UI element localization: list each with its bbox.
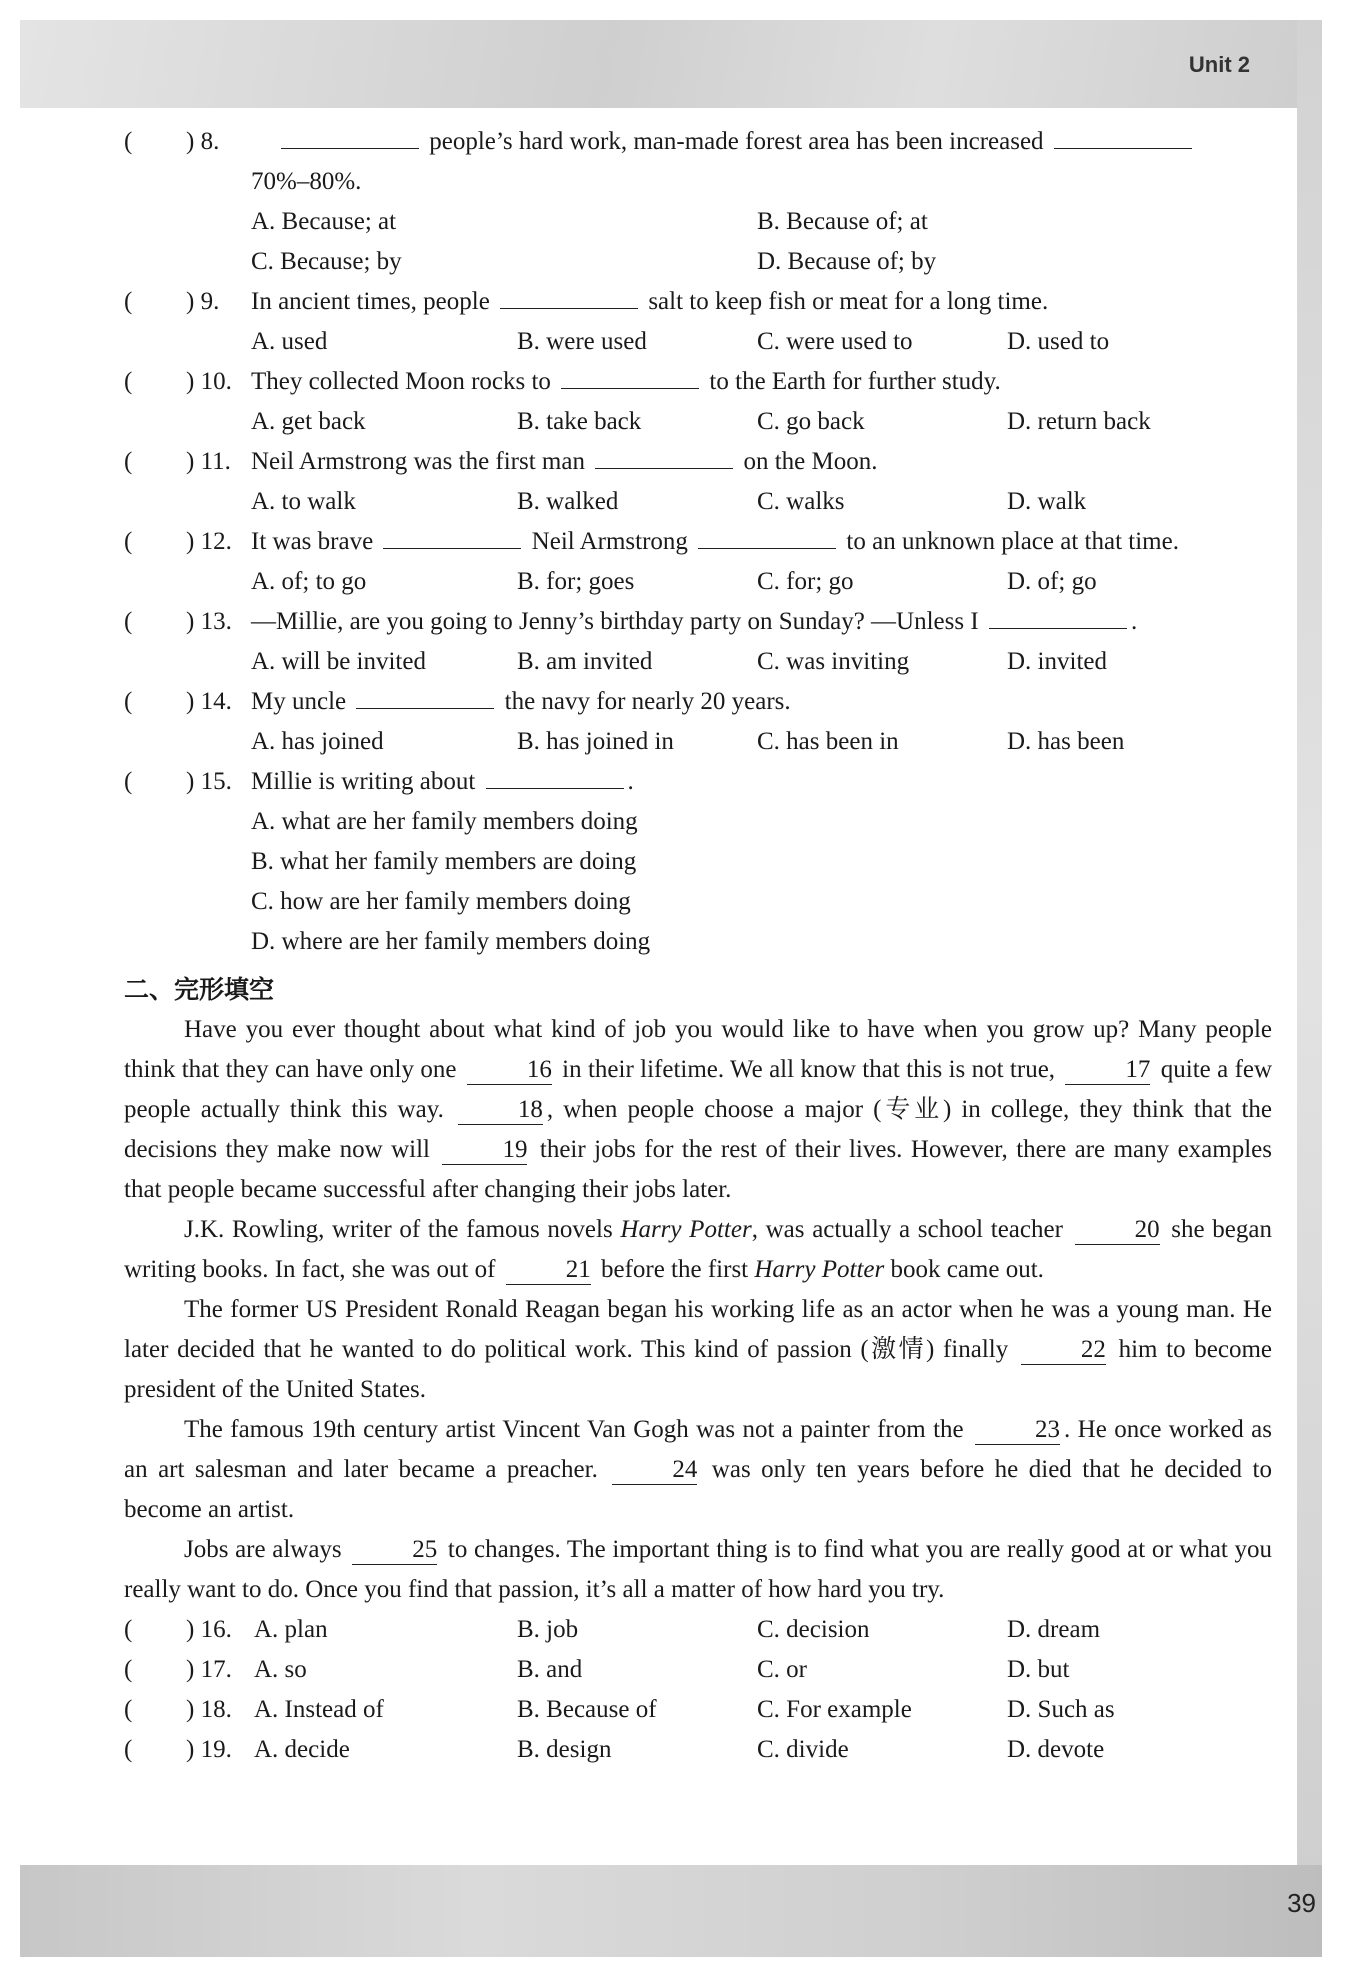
question-number: ) 18. xyxy=(186,1696,232,1723)
answer-paren-open: ( xyxy=(124,528,133,555)
section-title: 二、完形填空 xyxy=(124,975,275,1004)
cloze-blank[interactable]: 25 xyxy=(352,1536,437,1565)
option-b[interactable]: B. take back xyxy=(517,408,642,435)
answer-paren-open: ( xyxy=(124,288,133,315)
cloze-question-17: ( ) 17. A. so B. and C. or D. but xyxy=(124,1650,1272,1690)
answer-blank[interactable] xyxy=(595,444,733,469)
cloze-question-19: ( ) 19. A. decide B. design C. divide D. devote xyxy=(124,1730,1272,1770)
cloze-blank[interactable]: 20 xyxy=(1075,1216,1160,1245)
cloze-question-18: ( ) 18. A. Instead of B. Because of C. For example D. Such as xyxy=(124,1690,1272,1730)
question-number: ) 15. xyxy=(186,768,232,795)
page-footer-band xyxy=(20,1865,1322,1957)
question-number: ) 19. xyxy=(186,1736,232,1763)
option-b[interactable]: B. job xyxy=(517,1616,579,1643)
option-a[interactable]: A. used xyxy=(251,328,328,355)
answer-paren-open: ( xyxy=(124,688,133,715)
option-c[interactable]: C. has been in xyxy=(757,728,899,755)
question-13 xyxy=(124,602,1272,682)
option-a[interactable]: A. has joined xyxy=(251,728,384,755)
page-header-band xyxy=(20,20,1322,108)
options-row xyxy=(251,562,1272,602)
question-stem: It was brave Neil Armstrong to an unknown place at that time. xyxy=(251,522,1272,562)
page-content xyxy=(124,122,1272,1770)
cloze-blank[interactable]: 16 xyxy=(467,1056,552,1085)
answer-paren-open: ( xyxy=(124,128,133,155)
options-row xyxy=(251,202,1272,242)
option-d[interactable]: D. has been xyxy=(1007,728,1125,755)
option-c[interactable]: C. were used to xyxy=(757,328,913,355)
option-c[interactable]: C. for; go xyxy=(757,568,854,595)
question-stem: My uncle the navy for nearly 20 years. xyxy=(251,682,1272,722)
answer-paren-open: ( xyxy=(124,368,133,395)
answer-blank[interactable] xyxy=(989,604,1127,629)
answer-blank[interactable] xyxy=(383,524,521,549)
option-b[interactable]: B. Because of xyxy=(517,1696,657,1723)
cloze-blank[interactable]: 18 xyxy=(458,1096,543,1125)
question-number: ) 11. xyxy=(186,448,231,475)
option-a[interactable]: A. what are her family members doing xyxy=(251,808,638,835)
option-c[interactable]: C. or xyxy=(757,1656,807,1683)
question-number: ) 17. xyxy=(186,1656,232,1683)
question-stem: In ancient times, people salt to keep fish or meat for a long time. xyxy=(251,282,1272,322)
option-c[interactable]: C. go back xyxy=(757,408,865,435)
option-a[interactable]: A. to walk xyxy=(251,488,356,515)
option-a[interactable]: A. Because; at xyxy=(251,208,397,235)
options-row xyxy=(251,642,1272,682)
answer-paren-open: ( xyxy=(124,608,133,635)
unit-label: Unit 2 xyxy=(1188,52,1250,77)
options-row xyxy=(251,242,1272,282)
option-d[interactable]: D. where are her family members doing xyxy=(251,928,651,955)
option-c[interactable]: C. walks xyxy=(757,488,845,515)
option-d[interactable]: D. Because of; by xyxy=(757,248,937,275)
page-number: 39 xyxy=(1287,1888,1316,1918)
answer-blank[interactable] xyxy=(486,764,624,789)
options-row xyxy=(251,322,1272,362)
option-a[interactable]: A. will be invited xyxy=(251,648,426,675)
cloze-blank[interactable]: 22 xyxy=(1021,1336,1106,1365)
answer-blank[interactable] xyxy=(561,364,699,389)
question-stem: —Millie, are you going to Jenny’s birthday party on Sunday? —Unless I . xyxy=(251,602,1272,642)
answer-paren-open: ( xyxy=(124,768,133,795)
cloze-question-16: ( ) 16. A. plan B. job C. decision D. dream xyxy=(124,1610,1272,1650)
question-number: ) 12. xyxy=(186,528,232,555)
question-number: ) 10. xyxy=(186,368,232,395)
option-a[interactable]: A. plan xyxy=(254,1616,328,1643)
option-b[interactable]: B. for; goes xyxy=(517,568,635,595)
question-number: ) 9. xyxy=(186,288,220,315)
question-stem: They collected Moon rocks to to the Earth for further study. xyxy=(251,362,1272,402)
question-number: ) 13. xyxy=(186,608,232,635)
question-8 xyxy=(124,122,1272,282)
option-a[interactable]: A. of; to go xyxy=(251,568,367,595)
option-c[interactable]: C. how are her family members doing xyxy=(251,888,631,915)
options-row xyxy=(251,482,1272,522)
option-d[interactable]: D. dream xyxy=(1007,1616,1101,1643)
options-row xyxy=(251,722,1272,762)
question-number: ) 8. xyxy=(186,128,220,155)
paragraph-2: J.K. Rowling, writer of the famous novels Harry Potter, was actually a school teacher 20 she began writing books. In fact, she was out of 21 before the first Harry Potter book came out. xyxy=(124,1216,1272,1283)
answer-blank[interactable] xyxy=(281,124,419,149)
paragraph-1: Have you ever thought about what kind of job you would like to have when you grow up? Many people think that they can have only one 16 in their lifetime. We all know that this is not true, 17 quite a few people actually think this way. 18 , when people choose a major (专业) in college, they think that the decisions they make now will 19 their jobs for the rest of their lives. However, there are many examples that people became successful after changing their jobs later. xyxy=(124,1016,1273,1203)
answer-paren-open: ( xyxy=(124,448,133,475)
cloze-blank[interactable]: 21 xyxy=(506,1256,591,1285)
option-a[interactable]: A. Instead of xyxy=(254,1696,384,1723)
option-b[interactable]: B. what her family members are doing xyxy=(251,848,637,875)
option-a[interactable]: A. decide xyxy=(254,1736,350,1763)
question-stem: Neil Armstrong was the first man on the Moon. xyxy=(251,442,1272,482)
option-a[interactable]: A. get back xyxy=(251,408,366,435)
option-b[interactable]: B. were used xyxy=(517,328,647,355)
question-10 xyxy=(124,362,1272,442)
question-number: ) 14. xyxy=(186,688,232,715)
question-stem: Millie is writing about . xyxy=(251,762,1272,802)
answer-blank[interactable] xyxy=(500,284,638,309)
option-b[interactable]: B. design xyxy=(517,1736,612,1763)
options-row xyxy=(251,402,1272,442)
question-stem: people’s hard work, man-made forest area has been increased 70%–80%. xyxy=(251,122,1272,202)
question-11 xyxy=(124,442,1272,522)
option-b[interactable]: B. am invited xyxy=(517,648,653,675)
answer-blank[interactable] xyxy=(1054,124,1192,149)
option-d[interactable]: D. return back xyxy=(1007,408,1151,435)
paragraph-4: The famous 19th century artist Vincent Van Gogh was not a painter from the 23 . He once worked as an art salesman and later became a preacher. 24 was only ten years before he died that he decided to become an artist. xyxy=(124,1416,1273,1523)
cloze-blank[interactable]: 19 xyxy=(442,1136,527,1165)
question-12 xyxy=(124,522,1272,602)
option-c[interactable]: C. decision xyxy=(757,1616,870,1643)
option-c[interactable]: C. divide xyxy=(757,1736,849,1763)
answer-blank[interactable] xyxy=(698,524,836,549)
paragraph-3: The former US President Ronald Reagan began his working life as an actor when he was a young man. He later decided that he wanted to do political work. This kind of passion (激情) finally 22 him to become president of the United States. xyxy=(124,1296,1273,1403)
option-b[interactable]: B. walked xyxy=(517,488,619,515)
paragraph-5: Jobs are always 25 to changes. The important thing is to find what you are really good at or what you really want to do. Once you find that passion, it’s all a matter of how hard you try. xyxy=(124,1536,1272,1603)
option-a[interactable]: A. so xyxy=(254,1656,307,1683)
option-b[interactable]: B. has joined in xyxy=(517,728,674,755)
option-d[interactable]: D. but xyxy=(1007,1656,1070,1683)
option-d[interactable]: D. devote xyxy=(1007,1736,1105,1763)
answer-blank[interactable] xyxy=(356,684,494,709)
option-d[interactable]: D. walk xyxy=(1007,488,1087,515)
cloze-blank[interactable]: 23 xyxy=(975,1416,1060,1445)
option-b[interactable]: B. and xyxy=(517,1656,583,1683)
question-number: ) 16. xyxy=(186,1616,232,1643)
option-b[interactable]: B. Because of; at xyxy=(757,208,928,235)
question-14 xyxy=(124,682,1272,762)
option-c[interactable]: C. Because; by xyxy=(251,248,402,275)
option-d[interactable]: D. used to xyxy=(1007,328,1110,355)
cloze-blank[interactable]: 24 xyxy=(612,1456,697,1485)
option-d[interactable]: D. invited xyxy=(1007,648,1107,675)
question-15 xyxy=(124,762,1272,962)
question-9 xyxy=(124,282,1272,362)
cloze-passage xyxy=(124,1010,1272,1610)
option-d[interactable]: D. Such as xyxy=(1007,1696,1115,1723)
cloze-blank[interactable]: 17 xyxy=(1065,1056,1150,1085)
option-d[interactable]: D. of; go xyxy=(1007,568,1097,595)
option-c[interactable]: C. For example xyxy=(757,1696,912,1723)
page-side-band xyxy=(1297,20,1322,1865)
option-c[interactable]: C. was inviting xyxy=(757,648,910,675)
